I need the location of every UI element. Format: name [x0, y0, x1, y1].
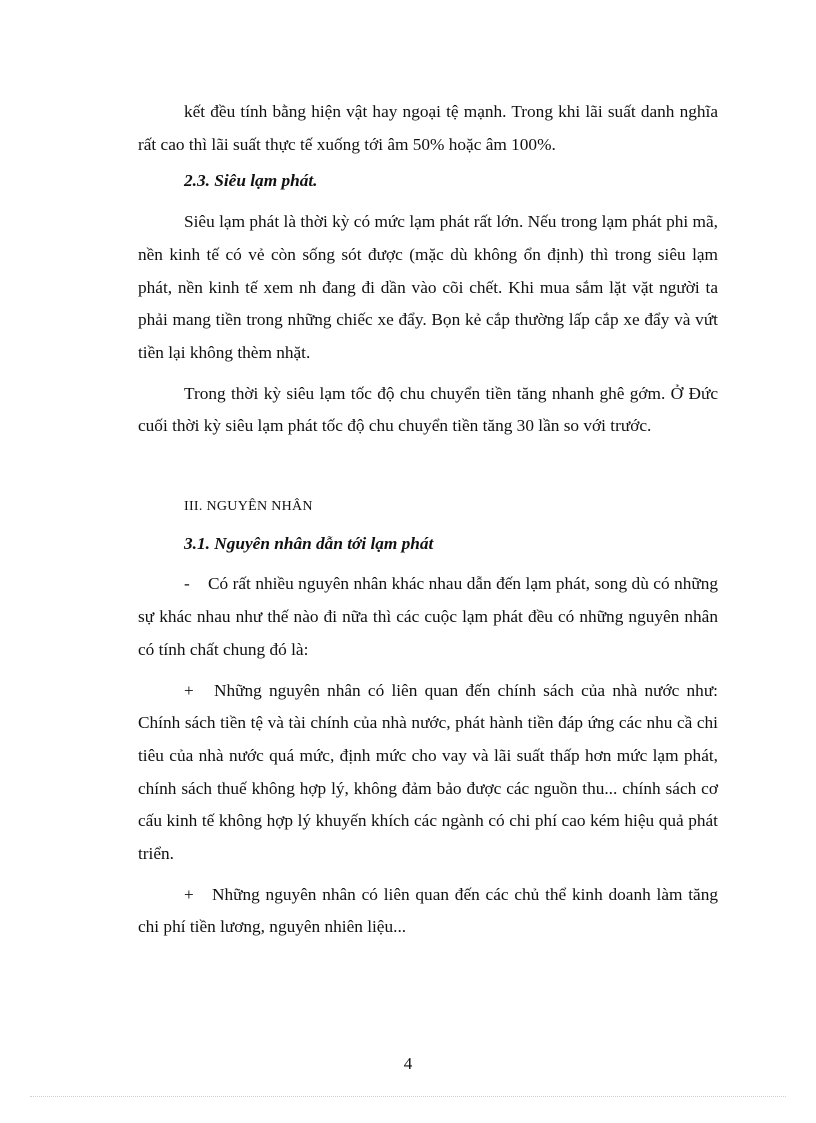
paragraph-hyperinflation-definition	[138, 206, 718, 370]
paragraph-text: Có rất nhiều nguyên nhân khác nhau dẫn đến lạm phát, song dù có những sự khác nhau như thế nào đi nữa thì các cuộc lạm phát đều có những nguyên nhân có tính chất chung đó là:	[138, 574, 718, 659]
paragraph-state-policy-causes	[138, 675, 718, 871]
paragraph-text: Siêu lạm phát là thời kỳ có mức lạm phát rất lớn. Nếu trong lạm phát phi mã, nền kinh tế có vẻ còn sống sót được (mặc dù không ổn định) thì trong siêu lạm phát, nền kinh tế xem nh đang đi dần vào cõi chết. Khi mua sắm lặt vặt người ta phải mang tiền trong những chiếc xe đẩy. Bọn kẻ cắp thường lấp cắp xe đẩy và vứt tiền lại không thèm nhặt.	[138, 212, 718, 362]
section-heading-3-1	[138, 528, 718, 561]
page-body	[138, 96, 718, 944]
heading-text: 3.1. Nguyên nhân dẫn tới lạm phát	[184, 533, 434, 553]
paragraph-interest-rates	[138, 96, 718, 161]
heading-text: 2.3. Siêu lạm phát.	[184, 171, 318, 191]
plus-bullet: +	[184, 680, 194, 700]
section-heading-2-3	[138, 165, 718, 198]
page-bottom-divider	[30, 1096, 786, 1097]
paragraph-text: Những nguyên nhân có liên quan đến chính sách của nhà nước như: Chính sách tiền tệ và tài chính của nhà nước, phát hành tiền đáp ứng các nhu cầ chi tiêu của nhà nước quá mức, định mức cho vay và lãi suất thấp hơn mức lạm phát, chính sách thuế không hợp lý, không đảm bảo được các nguồn thu... chính sách cơ cấu kinh tế không hợp lý khuyến khích các ngành có chi phí cao kém hiệu quả phát triển.	[138, 680, 718, 864]
page-number: 4	[403, 1054, 413, 1073]
heading-text: III. NGUYÊN NHÂN	[184, 499, 313, 515]
paragraph-causes-intro	[138, 568, 718, 666]
section-heading-iii	[138, 491, 718, 524]
paragraph-business-causes	[138, 879, 718, 944]
paragraph-text: Trong thời kỳ siêu lạm tốc độ chu chuyển tiền tăng nhanh ghê gớm. Ở Đức cuối thời kỳ siêu lạm phát tốc độ chu chuyển tiền tăng 30 lần so với trước.	[138, 383, 718, 436]
paragraph-money-velocity	[138, 378, 718, 443]
paragraph-text: kết đều tính bằng hiện vật hay ngoại tệ mạnh. Trong khi lãi suất danh nghĩa rất cao thì lãi suất thực tế xuống tới âm 50% hoặc âm 100%.	[138, 102, 718, 154]
dash-bullet: -	[184, 574, 190, 594]
plus-bullet: +	[184, 884, 194, 904]
paragraph-text: Những nguyên nhân có liên quan đến các chủ thể kinh doanh làm tăng chi phí tiền lương, nguyên nhiên liệu...	[138, 884, 718, 937]
